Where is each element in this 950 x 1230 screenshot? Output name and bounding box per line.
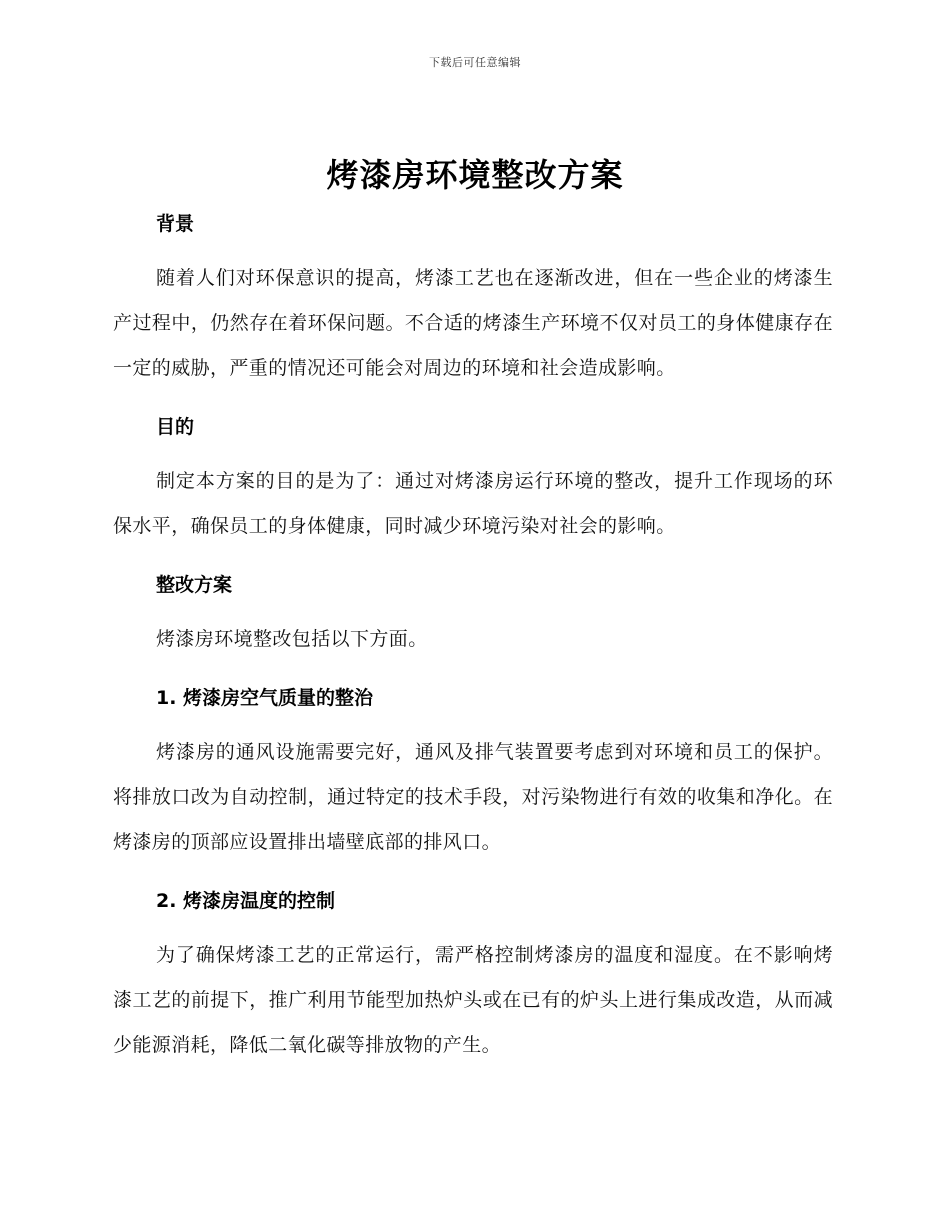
section-paragraph-purpose: 制定本方案的目的是为了：通过对烤漆房运行环境的整改，提升工作现场的环保水平，确保员工的身体健康，同时减少环境污染对社会的影响。 bbox=[113, 470, 833, 537]
section-paragraph-plan: 烤漆房环境整改包括以下方面。 bbox=[156, 628, 428, 650]
document-title: 烤漆房环境整改方案 bbox=[326, 156, 624, 194]
section-heading-temperature: 2. 烤漆房温度的控制 bbox=[156, 890, 336, 912]
section-heading-plan: 整改方案 bbox=[156, 574, 233, 596]
section-heading-purpose: 目的 bbox=[156, 416, 195, 438]
header-note: 下载后可任意编辑 bbox=[429, 56, 521, 69]
section-paragraph-air-quality: 烤漆房的通风设施需要完好，通风及排气装置要考虑到对环境和员工的保护。将排放口改为自动控制，通过特定的技术手段，对污染物进行有效的收集和净化。在烤漆房的顶部应设置排出墙壁底部的排风口。 bbox=[113, 741, 833, 853]
section-heading-background: 背景 bbox=[156, 213, 195, 235]
section-paragraph-background: 随着人们对环保意识的提高，烤漆工艺也在逐渐改进，但在一些企业的烤漆生产过程中，仍然存在着环保问题。不合适的烤漆生产环境不仅对员工的身体健康存在一定的威胁，严重的情况还可能会对周边的环境和社会造成影响。 bbox=[113, 267, 833, 379]
section-heading-air-quality: 1. 烤漆房空气质量的整治 bbox=[156, 687, 374, 709]
section-paragraph-temperature: 为了确保烤漆工艺的正常运行，需严格控制烤漆房的温度和湿度。在不影响烤漆工艺的前提下，推广利用节能型加热炉头或在已有的炉头上进行集成改造，从而减少能源消耗，降低二氧化碳等排放物的产生。 bbox=[113, 944, 833, 1056]
document-body bbox=[113, 200, 833, 1082]
